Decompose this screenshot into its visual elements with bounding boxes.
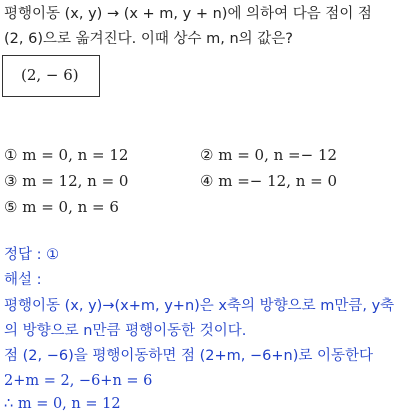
explanation-line-3: 점 (2, −6)을 평행이동하면 점 (2+m, −6+n)로 이동한다 [4, 348, 374, 364]
explanation-line-4: 2+m = 2, −6+n = 6 [4, 373, 153, 389]
question-line-2: (2, 6)으로 옮겨진다. 이때 상수 m, n의 값은? [4, 31, 293, 47]
answer-label: 정답 : ① [4, 247, 60, 263]
explanation-line-2: 의 방향으로 n만큼 평행이동한 것이다. [4, 323, 247, 339]
explanation-label: 해설 : [4, 272, 42, 288]
question-line-1: 평행이동 (x, y) → (x + m, y + n)에 의하여 다음 점이 점 [4, 6, 372, 22]
explanation-line-5: ∴ m = 0, n = 12 [4, 396, 121, 412]
choice-1[interactable]: ① m = 0, n = 12 [4, 146, 129, 164]
choice-4[interactable]: ④ m =− 12, n = 0 [200, 172, 338, 190]
explanation-line-1: 평행이동 (x, y)→(x+m, y+n)은 x축의 방향으로 m만큼, y축 [4, 298, 395, 314]
given-point: (2, − 6) [21, 66, 79, 84]
choice-3[interactable]: ③ m = 12, n = 0 [4, 172, 129, 190]
choice-2[interactable]: ② m = 0, n =− 12 [200, 146, 338, 164]
given-point-box [2, 55, 100, 97]
choice-5[interactable]: ⑤ m = 0, n = 6 [4, 198, 119, 216]
